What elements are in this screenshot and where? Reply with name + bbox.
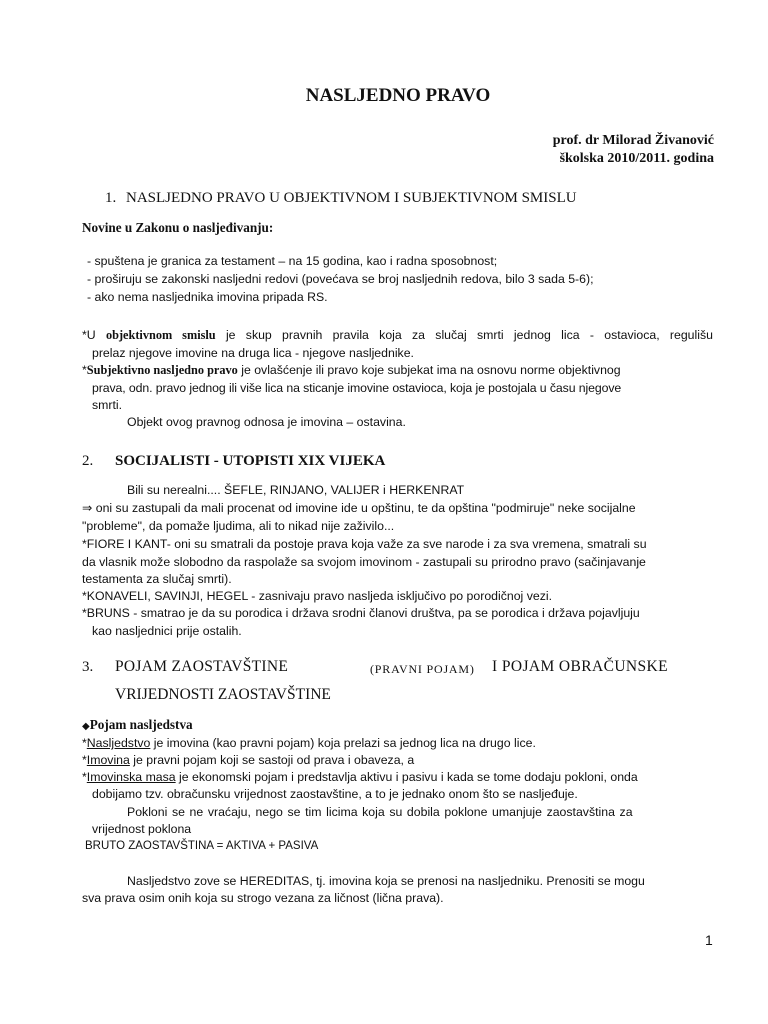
subsection-heading xyxy=(82,716,193,736)
section-2-title: SOCIJALISTI - UTOPISTI XIX VIJEKA xyxy=(115,453,386,469)
subjective-definition-cont: prava, odn. pravo jednog ili više lica na sticanje imovine ostavioca, koja je postojala u času njegove xyxy=(92,381,622,395)
section-3-title-a: POJAM ZAOSTAVŠTINE xyxy=(115,658,289,675)
definition-imovinska-masa xyxy=(82,768,638,786)
objective-term: objektivnom smislu xyxy=(105,328,216,342)
definition-cont: dobijamo tzv. obračunsku vrijednost zaostavštine, a to je jednako onom što se nasljeđuje. xyxy=(92,787,578,801)
paragraph xyxy=(82,499,636,517)
subjective-definition xyxy=(82,361,713,379)
section-3-title-c: I POJAM OBRAČUNSKE xyxy=(492,658,669,675)
subsection-title: Pojam nasljedstva xyxy=(89,717,193,732)
paragraph: *FIORE I KANT- oni su smatrali da postoje prava koja važe za sve narode i za sva vremena, smatrali su xyxy=(82,537,647,551)
paragraph-cont: vrijednost poklona xyxy=(92,822,192,836)
paragraph-cont: "probleme", da pomaže ljudima, ali to nikad nije zaživilo... xyxy=(82,519,395,533)
implies-arrow-icon: ⇒ xyxy=(82,501,93,515)
subjective-prefix: * xyxy=(82,363,87,377)
term: Imovina xyxy=(86,753,130,767)
object-sentence: Objekt ovog pravnog odnosa je imovina – ostavina. xyxy=(127,415,406,429)
paragraph: *KONAVELI, SAVINJI, HEGEL - zasnivaju pravo nasljeda isključivo po porodičnoj vezi. xyxy=(82,589,552,603)
section-3-title-b: (PRAVNI POJAM) xyxy=(370,662,475,676)
section-1-number: 1. xyxy=(105,190,117,206)
paragraph-text: oni su zastupali da mali procenat od imovine ide u opštinu, te da opština "podmiruje" neke socijalne xyxy=(92,501,636,515)
section-3-title-line2: VRIJEDNOSTI ZAOSTAVŠTINE xyxy=(115,686,331,703)
asterisk: * xyxy=(82,753,87,767)
objective-prefix: *U xyxy=(82,328,106,342)
paragraph-cont: kao nasljednici prije ostalih. xyxy=(92,624,242,638)
paragraph-cont: sva prava osim onih koja su strogo vezana za ličnost (lična prava). xyxy=(82,891,444,905)
subjective-term: Subjektivno nasljedno pravo xyxy=(86,363,238,377)
section-3-number: 3. xyxy=(82,659,94,675)
objective-text: je skup pravnih pravila koja za slučaj smrti jednog lica - ostavioca, regulišu xyxy=(215,328,713,342)
definition-nasljedstvo xyxy=(82,734,536,752)
term: Nasljedstvo xyxy=(86,736,151,750)
document-title: NASLJEDNO PRAVO xyxy=(305,85,491,106)
objective-definition-cont: prelaz njegove imovine na druga lica - njegove nasljednike. xyxy=(92,346,414,360)
paragraph: Pokloni se ne vraćaju, nego se tim licima koja su dobila poklone umanjuje zaostavština za xyxy=(127,805,633,819)
definition-text: je ekonomski pojam i predstavlja aktivu i pasivu i kada se tome dodaju pokloni, onda xyxy=(175,770,638,784)
definition-text: je imovina (kao pravni pojam) koja prelazi sa jednog lica na drugo lice. xyxy=(150,736,536,750)
diamond-bullet-icon: ◆ xyxy=(82,721,90,732)
school-year: školska 2010/2011. godina xyxy=(559,151,714,166)
asterisk: * xyxy=(82,736,87,750)
section-1-title: NASLJEDNO PRAVO U OBJEKTIVNOM I SUBJEKTIVNOM SMISLU xyxy=(126,190,577,206)
list-item: - spuštena je granica za testament – na 15 godina, kao i radna sposobnost; xyxy=(87,254,498,268)
paragraph: *BRUNS - smatrao je da su porodica i država srodni članovi društva, pa se porodica i država pojavljuju xyxy=(82,606,640,620)
list-item: - proširuju se zakonski nasljedni redovi (povećava se broj nasljednih redova, bilo 3 sada 5-6); xyxy=(87,272,594,286)
formula: BRUTO ZAOSTAVŠTINA = AKTIVA + PASIVA xyxy=(85,840,319,852)
definition-imovina xyxy=(82,751,414,769)
objective-definition xyxy=(82,326,713,344)
list-item: - ako nema nasljednika imovina pripada RS. xyxy=(87,290,328,304)
subjective-text: je ovlašćenje ili pravo koje subjekat ima na osnovu norme objektivnog xyxy=(237,363,621,377)
term: Imovinska masa xyxy=(86,770,176,784)
paragraph: Nasljedstvo zove se HEREDITAS, tj. imovina koja se prenosi na nasljedniku. Prenositi se mogu xyxy=(127,874,645,888)
section-2-number: 2. xyxy=(82,453,94,469)
definition-text: je pravni pojam koji se sastoji od prava i obaveza, a xyxy=(129,753,415,767)
author: prof. dr Milorad Živanović xyxy=(552,133,714,148)
paragraph: Bili su nerealni.... ŠEFLE, RINJANO, VALIJER i HERKENRAT xyxy=(127,483,465,497)
subjective-definition-cont: smrti. xyxy=(92,398,123,412)
paragraph-cont: testamenta za slučaj smrti). xyxy=(82,572,232,586)
novine-heading: Novine u Zakonu o nasljeđivanju: xyxy=(82,220,274,235)
asterisk: * xyxy=(82,770,87,784)
paragraph-cont: da vlasnik može slobodno da raspolaže sa svojom imovinom - zastupali su prirodno pravo (sačinjavanje xyxy=(82,555,646,569)
page-number: 1 xyxy=(705,932,713,948)
